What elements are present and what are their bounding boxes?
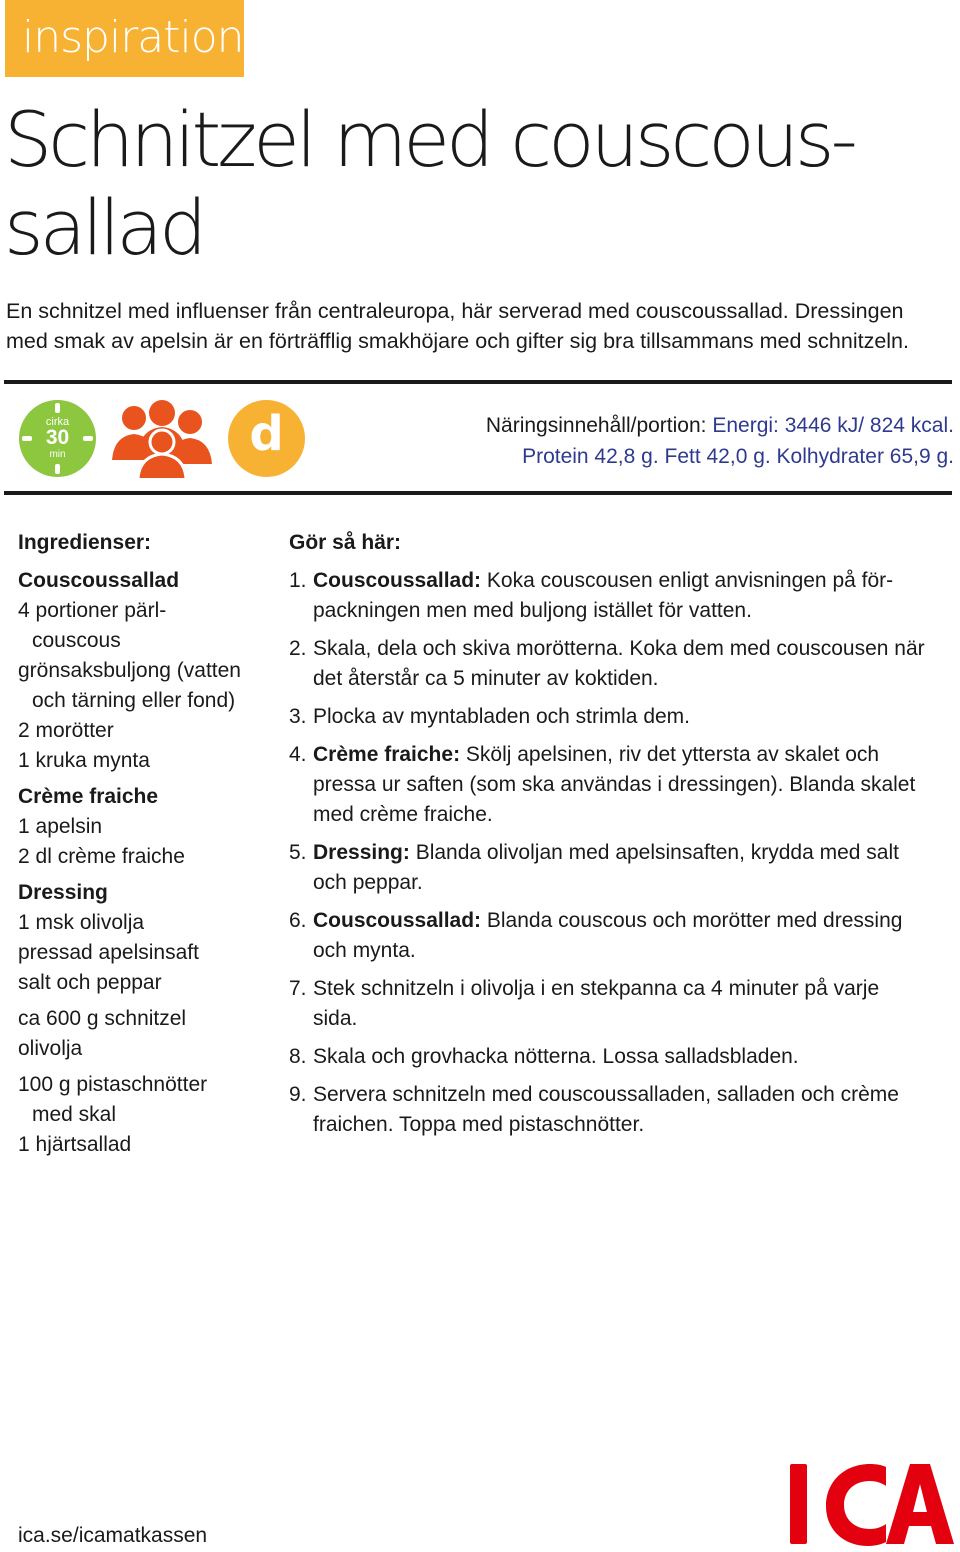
ingredient-group (18, 1004, 278, 1064)
ingredient-line: salt och peppar (18, 971, 162, 994)
ingredient-group-title: Couscoussallad (18, 569, 180, 592)
ica-logo (788, 1460, 956, 1548)
ingredient-line: couscous (32, 629, 121, 652)
ingredient-line: 4 portioner pärl- (18, 599, 167, 622)
time-unit: min (49, 449, 66, 460)
step-bold: Dressing: (313, 841, 410, 864)
instruction-step (289, 1080, 929, 1140)
step-number: 9. (289, 1083, 307, 1106)
ingredient-group (18, 566, 278, 776)
step-text: Skala och grovhacka nötterna. Lossa salladsbladen. (313, 1045, 799, 1068)
ingredient-line: olivolja (18, 1037, 83, 1060)
step-text: Skölj apelsinen, riv det yttersta av skalet och pressa ur saften (som ska användas i dressingen). Blanda skalet med crème fraiche. (313, 743, 916, 826)
step-text: Skala, dela och skiva morötterna. Koka dem med couscousen när det återstår ca 5 minuter av koktiden. (313, 637, 925, 690)
step-bold: Couscoussallad: (313, 569, 482, 592)
recipe-title-line-2: sallad (4, 183, 204, 272)
category-tag (5, 0, 244, 77)
divider-top (4, 380, 952, 384)
nutrition-info (334, 410, 954, 472)
ingredient-line: ca 600 g schnitzel (18, 1007, 187, 1030)
step-text: Koka couscousen enligt anvisningen på för-packningen men med buljong istället för vatten. (313, 569, 894, 622)
recipe-title-line-1: Schnitzel med couscous- (4, 95, 854, 184)
difficulty-badge (228, 400, 305, 477)
ingredient-line: 1 msk olivolja (18, 911, 145, 934)
difficulty-letter: d (249, 406, 284, 462)
instruction-step (289, 1042, 929, 1072)
ingredient-group (18, 878, 278, 998)
step-text: Blanda olivoljan med apelsinsaften, krydda med salt och peppar. (313, 841, 899, 894)
nutrition-line-2: Protein 42,8 g. Fett 42,0 g. Kolhydrater 65,9 g. (522, 445, 954, 468)
step-number: 7. (289, 977, 307, 1000)
nutrition-line-1 (334, 410, 954, 441)
ingredient-line: grönsaksbuljong (vatten (18, 659, 241, 682)
step-text: Servera schnitzeln med couscoussalladen, salladen och crème fraichen. Toppa med pistaschnötter. (313, 1083, 899, 1136)
time-badge (19, 400, 96, 477)
instructions-list (289, 566, 929, 1140)
instructions-section (289, 528, 929, 1148)
ingredient-group (18, 1070, 278, 1160)
time-value: 30 (45, 426, 70, 449)
instructions-heading: Gör så här: (289, 531, 402, 554)
ingredient-line: och tärning eller fond) (32, 689, 236, 712)
instruction-step (289, 974, 929, 1034)
step-text: Stek schnitzeln i olivolja i en stekpanna ca 4 minuter på varje sida. (313, 977, 880, 1030)
category-tag-label: inspiration (22, 12, 244, 63)
ingredient-line: med skal (32, 1103, 117, 1126)
step-number: 6. (289, 909, 307, 932)
instruction-step (289, 702, 929, 732)
ingredient-line: pressad apelsinsaft (18, 941, 199, 964)
clock-tick-icon (55, 464, 60, 474)
ingredient-line: 2 morötter (18, 719, 114, 742)
step-number: 8. (289, 1045, 307, 1068)
ingredient-group-title: Dressing (18, 881, 108, 904)
ingredients-heading: Ingredienser: (18, 531, 152, 554)
recipe-title (4, 96, 944, 272)
people-group-icon (104, 398, 220, 478)
instruction-step (289, 634, 929, 694)
step-number: 4. (289, 743, 307, 766)
clock-tick-icon (55, 403, 60, 413)
instruction-step (289, 906, 929, 966)
step-text: Blanda couscous och morötter med dressing och mynta. (313, 909, 903, 962)
ingredient-line: 1 hjärtsallad (18, 1133, 132, 1156)
step-bold: Couscoussallad: (313, 909, 482, 932)
step-text: Plocka av myntabladen och strimla dem. (313, 705, 691, 728)
step-number: 2. (289, 637, 307, 660)
instruction-step (289, 566, 929, 626)
divider-bottom (4, 491, 952, 495)
ingredient-group (18, 782, 278, 872)
ingredient-line: 1 apelsin (18, 815, 103, 838)
nutrition-label: Näringsinnehåll/portion: (485, 414, 707, 437)
step-number: 1. (289, 569, 307, 592)
recipe-intro: En schnitzel med influenser från centraleuropa, här serverad med couscoussallad. Dressingen med smak av apelsin är en förträfflig smakhöjare och gifter sig bra tillsammans med schnitzeln. (6, 299, 909, 353)
step-number: 5. (289, 841, 307, 864)
step-number: 3. (289, 705, 307, 728)
instruction-step (289, 740, 929, 830)
footer-link[interactable]: ica.se/icamatkassen (18, 1524, 208, 1547)
ingredients-section (18, 528, 278, 1160)
instruction-step (289, 838, 929, 898)
nutrition-energy: Energi: 3446 kJ/ 824 kcal. (712, 414, 954, 437)
ingredient-group-title: Crème fraiche (18, 785, 159, 808)
time-prefix: cirka (45, 416, 70, 428)
ingredient-line: 1 kruka mynta (18, 749, 150, 772)
ingredient-line: 2 dl crème fraiche (18, 845, 185, 868)
step-bold: Crème fraiche: (313, 743, 461, 766)
ingredient-line: 100 g pistaschnötter (18, 1073, 208, 1096)
